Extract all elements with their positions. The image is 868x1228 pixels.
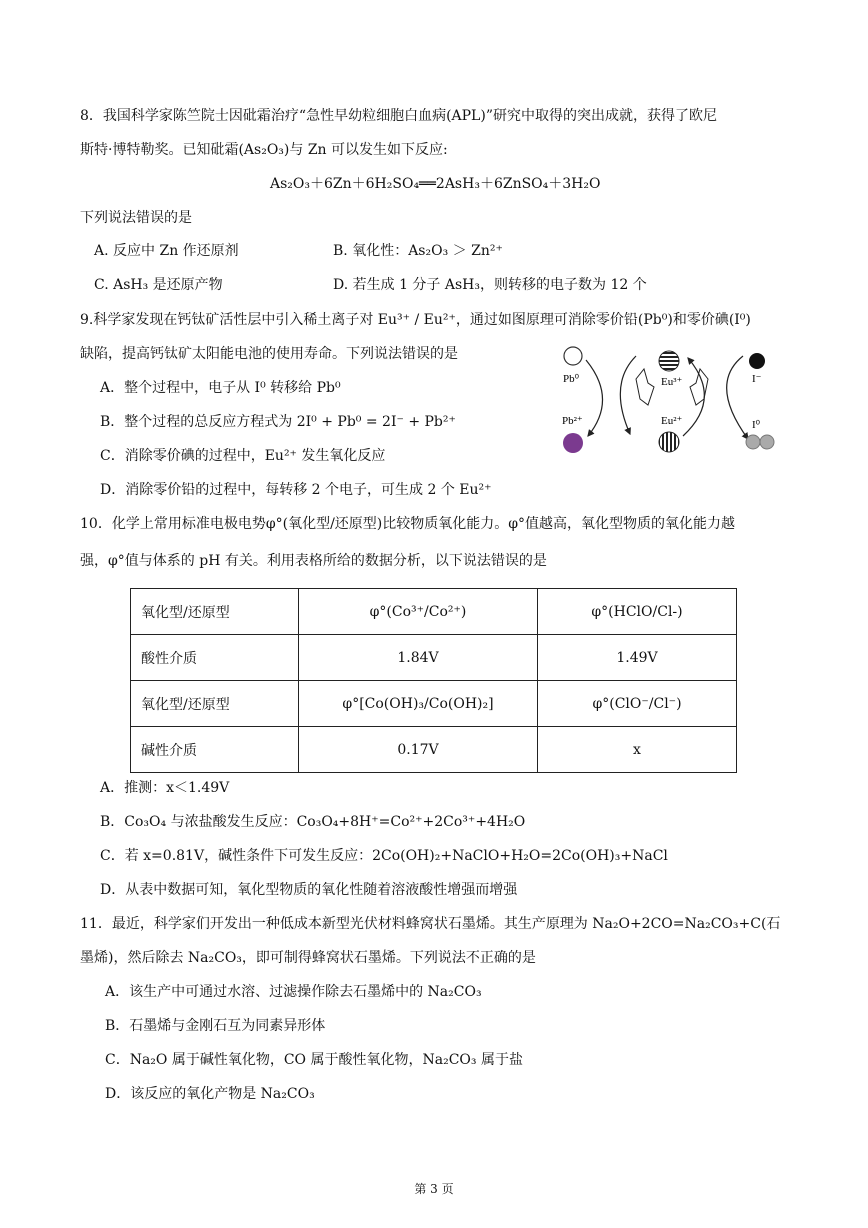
table-row (131, 681, 737, 727)
table-cell: φ°(ClO⁻/Cl⁻) (538, 681, 737, 727)
table-cell: 1.49V (538, 635, 737, 681)
eu3-ion (659, 351, 679, 371)
table-cell: 氧化型/还原型 (131, 589, 299, 635)
table-row (131, 589, 737, 635)
q8-equation: As₂O₃＋6Zn＋6H₂SO₄══2AsH₃＋6ZnSO₄＋3H₂O (270, 176, 601, 192)
table-cell: φ°(HClO/Cl-) (538, 589, 737, 635)
table-cell: 氧化型/还原型 (131, 681, 299, 727)
q10-option-b: B．Co₃O₄ 与浓盐酸发生反应：Co₃O₄+8H⁺=Co²⁺+2Co³⁺+4H₂O (100, 814, 526, 830)
q8-stem-line2: 斯特·博特勒奖。已知砒霜(As₂O₃)与 Zn 可以发生如下反应: (80, 142, 448, 158)
q8-option-a: A. 反应中 Zn 作还原剂 (94, 243, 239, 259)
table-cell: φ°[Co(OH)₃/Co(OH)₂] (299, 681, 538, 727)
i0-atom-left (746, 435, 760, 449)
q9-option-c: C．消除零价碘的过程中，Eu²⁺ 发生氧化反应 (100, 448, 386, 464)
q9-stem-line2: 缺陷，提高钙钛矿太阳能电池的使用寿命。下列说法错误的是 (80, 346, 458, 362)
q8-option-d: D. 若生成 1 分子 AsH₃，则转移的电子数为 12 个 (333, 277, 647, 293)
table-cell: 0.17V (299, 727, 538, 773)
q8-option-b: B. 氧化性：As₂O₃ ＞ Zn²⁺ (333, 243, 503, 259)
pb0-atom (564, 347, 582, 365)
eu2-label: Eu²⁺ (661, 415, 683, 427)
q10-stem-line2: 强，φ°值与体系的 pH 有关。利用表格所给的数据分析，以下说法错误的是 (80, 553, 547, 569)
q11-option-d: D．该反应的氧化产物是 Na₂CO₃ (105, 1086, 315, 1102)
q11-option-c: C．Na₂O 属于碱性氧化物，CO 属于酸性氧化物，Na₂CO₃ 属于盐 (105, 1052, 523, 1068)
q10-stem-line1: 10．化学上常用标准电极电势φ°(氧化型/还原型)比较物质氧化能力。φ°值越高，氧化型物质的氧化能力越 (80, 516, 736, 532)
q10-potential-table (130, 588, 737, 773)
page-number: 第 3 页 (414, 1182, 454, 1196)
q9-option-d: D．消除零价铅的过程中，每转移 2 个电子，可生成 2 个 Eu²⁺ (100, 482, 492, 498)
q10-option-a: A．推测：x＜1.49V (100, 780, 230, 796)
table-row (131, 635, 737, 681)
squirrel-left-icon (636, 369, 654, 405)
iminus-label: I⁻ (752, 373, 762, 385)
q9-option-a: A．整个过程中，电子从 I⁰ 转移给 Pb⁰ (100, 380, 341, 396)
q11-option-a: A．该生产中可通过水溶、过滤操作除去石墨烯中的 Na₂CO₃ (105, 984, 482, 1000)
q9-option-b: B．整个过程的总反应方程式为 2I⁰ + Pb⁰ = 2I⁻ + Pb²⁺ (100, 414, 456, 430)
eu3-label: Eu³⁺ (661, 376, 683, 388)
q11-stem-line1: 11．最近，科学家们开发出一种低成本新型光伏材料蜂窝状石墨烯。其生产原理为 Na₂O+2CO=Na₂CO₃+C(石 (80, 916, 781, 932)
q9-mechanism-diagram (558, 344, 788, 464)
pb0-label: Pb⁰ (563, 373, 580, 385)
iodide-ion (749, 353, 765, 369)
eu2-ion (659, 432, 679, 452)
q11-stem-line2: 墨烯)，然后除去 Na₂CO₃，即可制得蜂窝状石墨烯。下列说法不正确的是 (80, 950, 536, 966)
q8-question: 下列说法错误的是 (80, 210, 192, 226)
pb2-ion (563, 433, 583, 453)
table-cell: 碱性介质 (131, 727, 299, 773)
table-cell: 酸性介质 (131, 635, 299, 681)
q10-option-c: C．若 x=0.81V，碱性条件下可发生反应：2Co(OH)₂+NaClO+H₂O=2Co(OH)₃+NaCl (100, 848, 668, 864)
q8-stem-line1: 8．我国科学家陈竺院士因砒霜治疗“急性早幼粒细胞白血病(APL)”研究中取得的突出成就，获得了欧尼 (80, 108, 717, 124)
pb2-label: Pb²⁺ (562, 415, 583, 427)
q8-option-c: C. AsH₃ 是还原产物 (94, 277, 223, 293)
table-cell: 1.84V (299, 635, 538, 681)
i0-label: I⁰ (752, 419, 761, 431)
q11-option-b: B．石墨烯与金刚石互为同素异形体 (105, 1018, 326, 1034)
i0-atom-right (760, 435, 774, 449)
q9-stem-line1: 9.科学家发现在钙钛矿活性层中引入稀土离子对 Eu³⁺ / Eu²⁺，通过如图原理可消除零价铅(Pb⁰)和零价碘(I⁰) (80, 312, 751, 328)
table-row (131, 727, 737, 773)
table-cell: φ°(Co³⁺/Co²⁺) (299, 589, 538, 635)
table-cell: x (538, 727, 737, 773)
q10-option-d: D．从表中数据可知，氧化型物质的氧化性随着溶液酸性增强而增强 (100, 882, 518, 898)
